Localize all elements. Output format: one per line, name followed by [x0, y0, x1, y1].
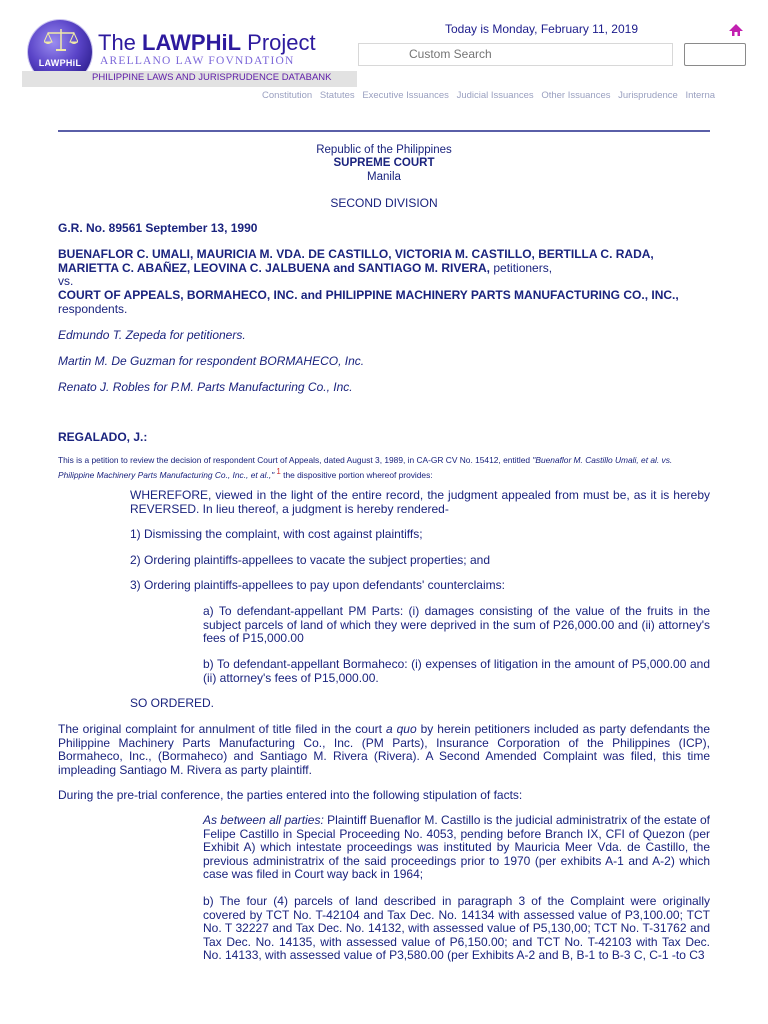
body-paragraph-1 — [58, 723, 710, 777]
nav-other-issuances[interactable]: Other Issuances — [541, 90, 611, 101]
stipulation-a-text: Plaintiff Buenaflor M. Castillo is the judicial administratrix of the estate of Felipe Castillo in Special Proceeding No. 4053, pending before Branch IX, CFI of Quezon (per Exhibit A) which intestate proceedings was instituted by Mauricia Meer Vda. de Castillo, the previous administratrix of the said proceedings prior to 1970 (per exhibits A-1 and A-2) which case was filed in Court way back in 1964; — [203, 813, 710, 881]
para1-text-a: The original complaint for annulment of title filed in the court — [58, 722, 386, 736]
stipulation-a-lead: As between all parties: — [203, 813, 324, 827]
nav-judicial-issuances[interactable]: Judicial Issuances — [456, 90, 534, 101]
respondent-names: COURT OF APPEALS, BORMAHECO, INC. and PHILIPPINE MACHINERY PARTS MANUFACTURING CO., INC., — [58, 288, 679, 302]
petitioner-names: BUENAFLOR C. UMALI, MAURICIA M. VDA. DE CASTILLO, VICTORIA M. CASTILLO, BERTILLA C. RADA, MARIETTA C. ABAÑEZ, LEOVINA C. JALBUENA and SANTIAGO M. RIVERA, — [58, 247, 654, 275]
stipulation-b: b) The four (4) parcels of land described in paragraph 3 of the Complaint were originally covered by TCT No. T-42104 and Tax Dec. No. 14134 with assessed value of P3,100.00; TCT No. T 32227 and Tax Dec. No. 14132, with assessed value of P5,130,00; TCT No. T-31762 and Tax Dec. No. 14135, with assessed value of P6,150.00; and TCT No. T-42103 with Tax Dec. No. 14133, with assessed value of P3,580.00 (per Exhibits A-2 and B, B-1 to B-3 C, C-1 -to C3 — [203, 894, 710, 962]
dispositive-item-3: 3) Ordering plaintiffs-appellees to pay upon defendants' counterclaims: — [130, 578, 505, 592]
today-date: Today is Monday, February 11, 2019 — [445, 22, 638, 36]
site-title[interactable] — [98, 30, 316, 56]
court-name: SUPREME COURT — [333, 157, 435, 169]
brand-suffix: Project — [241, 30, 316, 55]
respondents-label: respondents. — [58, 301, 128, 316]
scales-of-justice-icon — [44, 27, 78, 53]
top-nav — [262, 90, 720, 101]
ponente: REGALADO, J.: — [58, 430, 148, 444]
brand-bold: LAWPHiL — [142, 30, 242, 55]
nav-international[interactable]: Interna — [685, 90, 716, 101]
search-input[interactable] — [407, 46, 661, 62]
brand-prefix: The — [98, 30, 143, 55]
petitioners-label: petitioners, — [490, 260, 553, 275]
footnote-link-1[interactable]: 1 — [274, 467, 281, 476]
respondents — [58, 289, 710, 316]
versus: vs. — [58, 274, 74, 288]
counsel-pm-parts: Renato J. Robles for P.M. Parts Manufacturing Co., Inc. — [58, 380, 353, 394]
nav-statutes[interactable]: Statutes — [319, 90, 355, 101]
court-city: Manila — [367, 171, 401, 183]
para1-emphasis: a quo — [385, 722, 417, 736]
databank-strip — [22, 71, 357, 87]
dispositive-item-3b: b) To defendant-appellant Bormaheco: (i) expenses of litigation in the amount of P5,000.00 and (ii) attorney's fees of P15,000.00. — [203, 657, 710, 685]
foundation-name: ARELLANO LAW FOVNDATION — [100, 55, 295, 67]
body-paragraph-2: During the pre-trial conference, the parties entered into the following stipulation of facts: — [58, 788, 523, 802]
intro-paragraph — [58, 455, 710, 481]
databank-label: PHILIPPINE LAWS AND JURISPRUDENCE DATABANK — [92, 72, 332, 83]
republic-line: Republic of the Philippines — [316, 144, 452, 156]
search-button[interactable] — [684, 43, 746, 66]
intro-text-b: the dispositive portion whereof provides: — [280, 469, 433, 480]
stipulation-a — [203, 814, 710, 882]
counsel-bormaheco: Martin M. De Guzman for respondent BORMAHECO, Inc. — [58, 354, 365, 368]
intro-text-a: This is a petition to review the decision of respondent Court of Appeals, dated August 3, 1989, in CA-GR CV No. 15412, entitled — [58, 455, 533, 465]
home-icon[interactable] — [728, 22, 744, 38]
gr-number: G.R. No. 89561 September 13, 1990 — [58, 221, 258, 235]
dispositive-item-2: 2) Ordering plaintiffs-appellees to vacate the subject properties; and — [130, 553, 490, 567]
nav-constitution[interactable]: Constitution — [262, 90, 313, 101]
intro-case-title: "Buenaflor M. Castillo Umali, et al. vs. Philippine Machinery Parts Manufacturing Co., Inc., et al.," — [58, 455, 673, 480]
petitioners — [58, 248, 710, 275]
custom-search-box[interactable] — [358, 43, 673, 66]
wherefore-paragraph: WHEREFORE, viewed in the light of the entire record, the judgment appealed from must be, as it is hereby REVERSED. In lieu thereof, a judgment is hereby rendered- — [130, 488, 710, 516]
nav-jurisprudence[interactable]: Jurisprudence — [618, 90, 678, 101]
so-ordered: SO ORDERED. — [130, 696, 215, 710]
dispositive-item-3a: a) To defendant-appellant PM Parts: (i) damages consisting of the value of the fruits in the subject parcels of land of which they were deprived in the sum of P26,000.00 and (ii) attorney's fees of P15,000.00 — [203, 604, 710, 645]
division-name: SECOND DIVISION — [330, 196, 438, 210]
nav-executive-issuances[interactable]: Executive Issuances — [362, 90, 449, 101]
para1-text-b: by herein petitioners included as party defendants the Philippine Machinery Parts Manufacturing Co., Inc. (PM Parts), Insurance Corporation of the Philippines (ICP), Bormaheco, Inc., (Bormaheco) and Santiago M. Rivera (Rivera). A Second Amended Complaint was filed, this time impleading Santiago M. Rivera as party plaintiff. — [58, 722, 711, 777]
divider — [58, 130, 710, 132]
dispositive-item-1: 1) Dismissing the complaint, with cost against plaintiffs; — [130, 527, 423, 541]
counsel-petitioners: Edmundo T. Zepeda for petitioners. — [58, 328, 246, 342]
logo-text: LAWPHiL — [38, 58, 82, 68]
